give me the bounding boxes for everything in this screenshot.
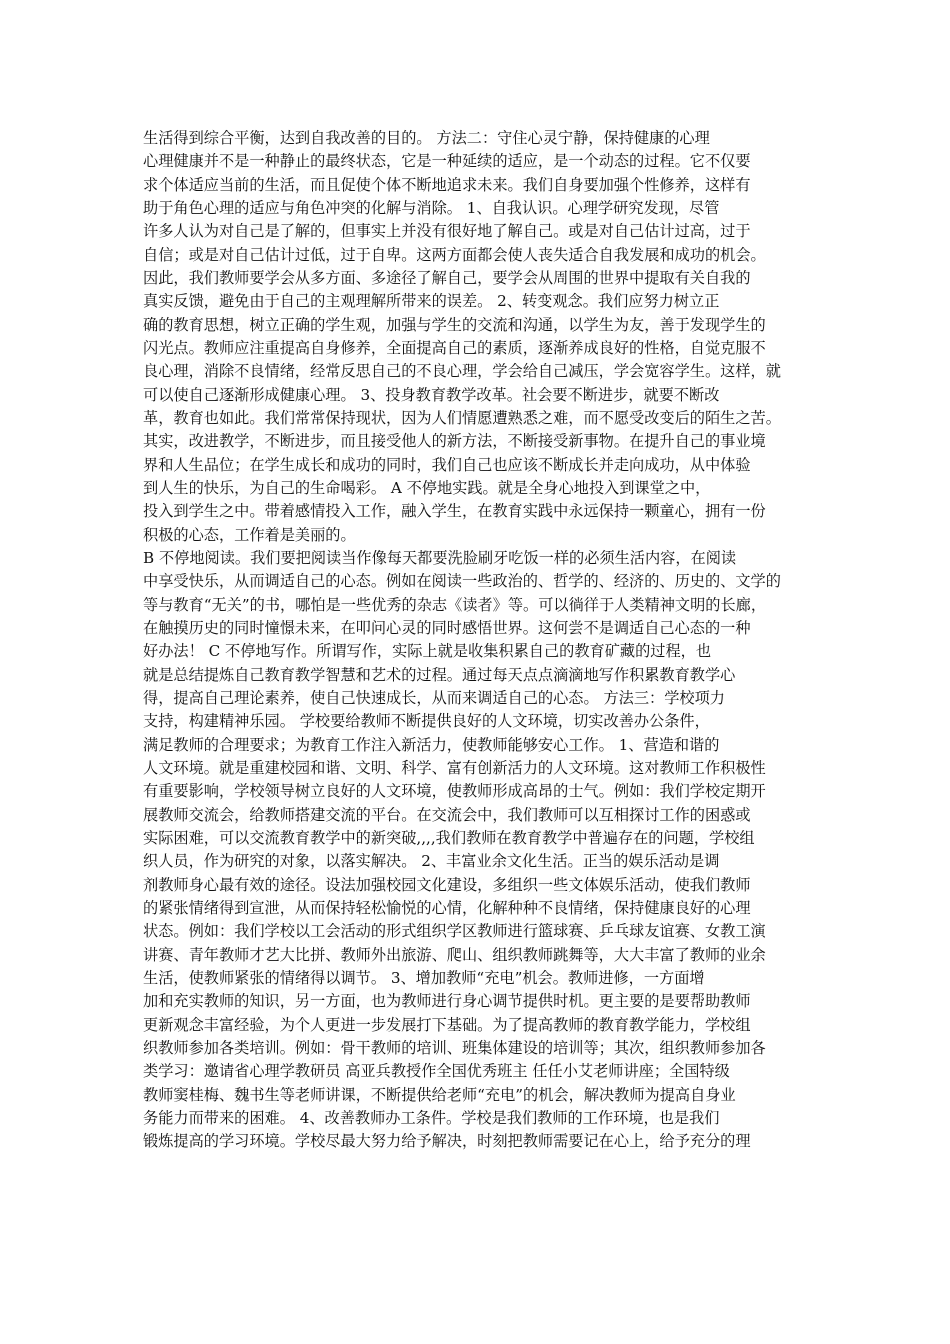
text-line: 到人生的快乐，为自己的生命喝彩。 A 不停地实践。就是全身心地投入到课堂之中， (143, 478, 711, 497)
text-line: 助于角色心理的适应与角色冲突的化解与消除。 1、自我认识。心理学研究发现，尽管 (143, 199, 720, 217)
text-line: 良心理，消除不良情绪，经常反思自己的不良心理，学会给自己减压，学会宽容学生。这样，就 (143, 362, 781, 381)
text-line: 在触摸历史的同时憧憬未来，在叩问心灵的同时感悟世界。这何尝不是调适自己心态的一种 (143, 618, 751, 637)
text-line: 就是总结提炼自己教育教学智慧和艺术的过程。通过每天点点滴滴地写作积累教育教学心 (143, 665, 736, 684)
text-line: 剂教师身心最有效的途径。设法加强校园文化建设，多组织一些文体娱乐活动，使我们教师 (143, 875, 751, 894)
text-line: 有重要影响，学校领导树立良好的人文环境，使教师形成高昂的士气。例如：我们学校定期开 (143, 782, 766, 801)
text-line: 自信；或是对自己估计过低，过于自卑。这两方面都会使人丧失适合自我发展和成功的机会。 (143, 245, 766, 264)
text-line: 展教师交流会，给教师搭建交流的平台。在交流会中，我们教师可以互相探讨工作的困惑或 (143, 805, 751, 824)
text-line: 织教师参加各类培训。例如：骨干教师的培训、班集体建设的培训等；其次，组织教师参加各 (143, 1038, 766, 1057)
text-line: 界和人生品位；在学生成长和成功的同时，我们自己也应该不断成长并走向成功，从中体验 (143, 455, 751, 474)
text-line: 心理健康并不是一种静止的最终状态，它是一种延续的适应，是一个动态的过程。它不仅要 (143, 152, 751, 171)
text-line: 的紧张情绪得到宣泄，从而保持轻松愉悦的心情，化解种种不良情绪，保持健康良好的心理 (143, 898, 751, 917)
text-line: 讲赛、青年教师才艺大比拼、教师外出旅游、爬山、组织教师跳舞等，大大丰富了教师的业余 (143, 945, 766, 964)
text-line: 更新观念丰富经验，为个人更进一步发展打下基础。为了提高教师的教育教学能力，学校组 (143, 1015, 751, 1034)
text-line: 支持，构建精神乐园。 学校要给教师不断提供良好的人文环境，切实改善办公条件， (143, 712, 710, 731)
text-line: 等与教育“无关”的书，哪怕是一些优秀的杂志《读者》等。可以徜徉于人类精神文明的长廊， (143, 595, 767, 614)
text-line: 人文环境。就是重建校园和谐、文明、科学、富有创新活力的人文环境。这对教师工作积极性 (143, 758, 766, 777)
text-line: 投入到学生之中。带着感情投入工作，融入学生，在教育实践中永远保持一颗童心，拥有一份 (143, 502, 766, 521)
text-line: 因此，我们教师要学会从多方面、多途径了解自己，要学会从周围的世界中提取有关自我的 (143, 269, 751, 287)
text-line: B 不停地阅读。我们要把阅读当作像每天都要洗脸刷牙吃饭一样的必须生活内容，在阅读 (143, 548, 737, 567)
text-line: 得，提高自己理论素养，使自己快速成长，从而来调适自己的心态。 方法三：学校项力 (143, 688, 725, 707)
text-line: 可以使自己逐渐形成健康心理。 3、投身教育教学改革。社会要不断进步，就要不断改 (143, 385, 720, 404)
text-line: 满足教师的合理要求；为教育工作注入新活力，使教师能够安心工作。 1、营造和谐的 (143, 735, 720, 754)
text-line: 锻炼提高的学习环境。学校尽最大努力给予解决，时刻把教师需要记在心上，给予充分的理 (143, 1132, 751, 1151)
text-line: 实际困难，可以交流教育教学中的新突破,,,,我们教师在教育教学中普遍存在的问题，学校组 (143, 828, 755, 847)
text-line: 生活，使教师紧张的情绪得以调节。 3、增加教师“充电”机会。教师进修，一方面增 (143, 968, 705, 987)
text-line: 闪光点。教师应注重提高自身修养，全面提高自己的素质，逐渐养成良好的性格，自觉克服不 (143, 339, 766, 357)
text-line: 许多人认为对自己是了解的，但事实上并没有很好地了解自己。或是对自己估计过高，过于 (143, 222, 751, 241)
text-line: 真实反馈，避免由于自己的主观理解所带来的误差。 2、转变观念。我们应努力树立正 (143, 292, 720, 311)
text-line: 其实，改进教学，不断进步，而且接受他人的新方法，不断接受新事物。在提升自己的事业境 (143, 432, 766, 451)
text-line: 类学习：邀请省心理学教研员 高亚兵教授作全国优秀班主 任任小艾老师讲座；全国特级 (143, 1062, 730, 1081)
text-line: 生活得到综合平衡，达到自我改善的目的。 方法二：守住心灵宁静，保持健康的心理 (143, 129, 710, 147)
text-line: 教师窦桂梅、魏书生等老师讲课，不断提供给老师“充电”的机会，解决教师为提高自身业 (143, 1085, 736, 1104)
text-line: 好办法！ C 不停地写作。所谓写作，实际上就是收集积累自己的教育矿藏的过程，也 (143, 642, 712, 661)
text-line: 确的教育思想，树立正确的学生观，加强与学生的交流和沟通，以学生为友，善于发现学生的 (143, 315, 766, 334)
text-line: 状态。例如：我们学校以工会活动的形式组织学区教师进行篮球赛、乒乓球友谊赛、女教工演 (143, 922, 766, 941)
text-line: 加和充实教师的知识，另一方面，也为教师进行身心调节提供时机。更主要的是要帮助教师 (143, 992, 751, 1011)
text-line: 务能力而带来的困难。 4、改善教师办工条件。学校是我们教师的工作环境，也是我们 (143, 1108, 720, 1127)
text-line: 积极的心态，工作着是美丽的。 (143, 525, 356, 544)
text-line: 革，教育也如此。我们常常保持现状，因为人们情愿遭熟悉之难，而不愿受改变后的陌生之苦。 (143, 409, 781, 427)
text-line: 求个体适应当前的生活，而且促使个体不断地追求未来。我们自身要加强个性修养，这样有 (143, 175, 751, 194)
text-line: 织人员，作为研究的对象，以落实解决。 2、丰富业余文化生活。正当的娱乐活动是调 (143, 852, 720, 871)
text-line: 中享受快乐，从而调适自己的心态。例如在阅读一些政治的、哲学的、经济的、历史的、文学的 (143, 572, 781, 591)
